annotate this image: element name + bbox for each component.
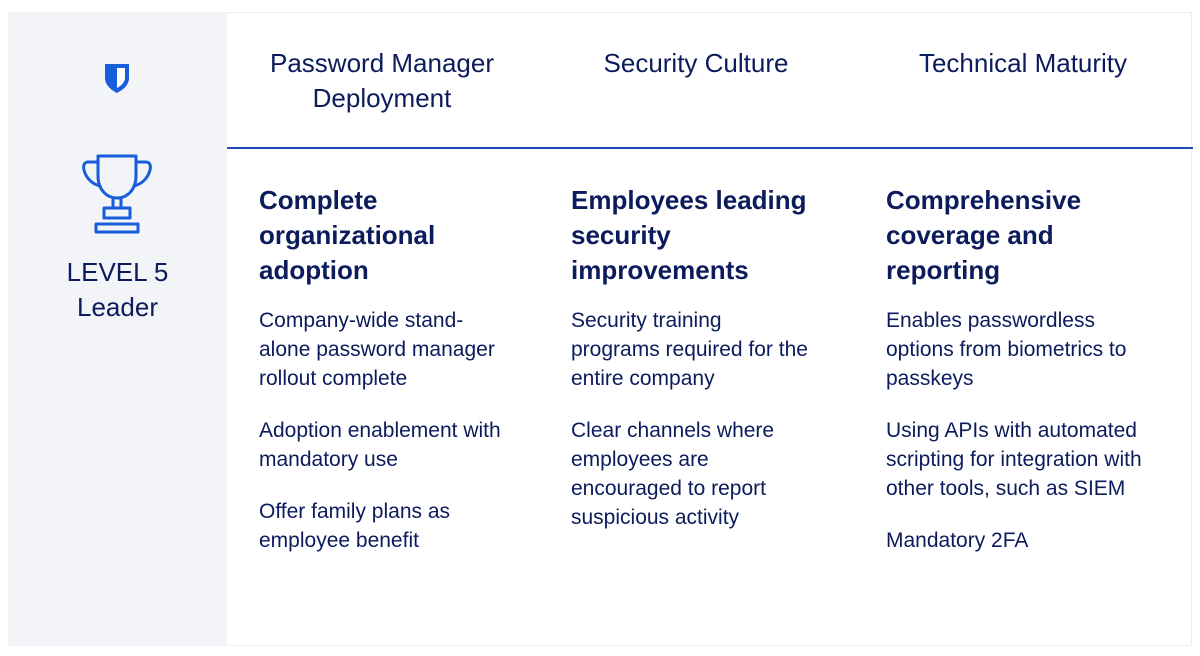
list-item: Adoption enablement with mandatory use [259, 419, 501, 471]
shield-icon [103, 62, 131, 94]
column-header-line: Technical Maturity [918, 48, 1128, 78]
header-divider [227, 147, 1193, 149]
column-title: Comprehensive coverage and reporting [886, 185, 1082, 285]
list-item: Mandatory 2FA [886, 529, 1029, 552]
column-security-culture [571, 183, 841, 555]
column-header-line: Security Culture [603, 48, 789, 78]
column-header-technical-maturity [880, 46, 1166, 81]
list-item: Security training programs required for the entire company [571, 309, 808, 390]
column-title: Complete organizational adoption [259, 185, 436, 285]
column-header-line: Deployment [312, 83, 452, 113]
level-name: Leader [77, 292, 158, 322]
list-item: Offer family plans as employee benefit [259, 500, 451, 552]
column-technical-maturity [886, 183, 1176, 578]
column-title: Employees leading security improvements [571, 185, 807, 285]
column-header-security-culture [560, 46, 832, 81]
level-sidebar [8, 12, 227, 646]
level-number: LEVEL 5 [66, 257, 169, 287]
column-header-password-manager [244, 46, 520, 116]
list-item: Clear channels where employees are encouraged to report suspicious activity [571, 419, 775, 529]
trophy-icon [80, 152, 154, 236]
column-header-line: Password Manager [270, 48, 494, 78]
list-item: Company-wide stand-alone password manager rollout complete [259, 309, 495, 390]
list-item: Using APIs with automated scripting for integration with other tools, such as SIEM [886, 419, 1142, 500]
column-password-manager [259, 183, 529, 578]
list-item: Enables passwordless options from biometrics to passkeys [886, 309, 1127, 390]
